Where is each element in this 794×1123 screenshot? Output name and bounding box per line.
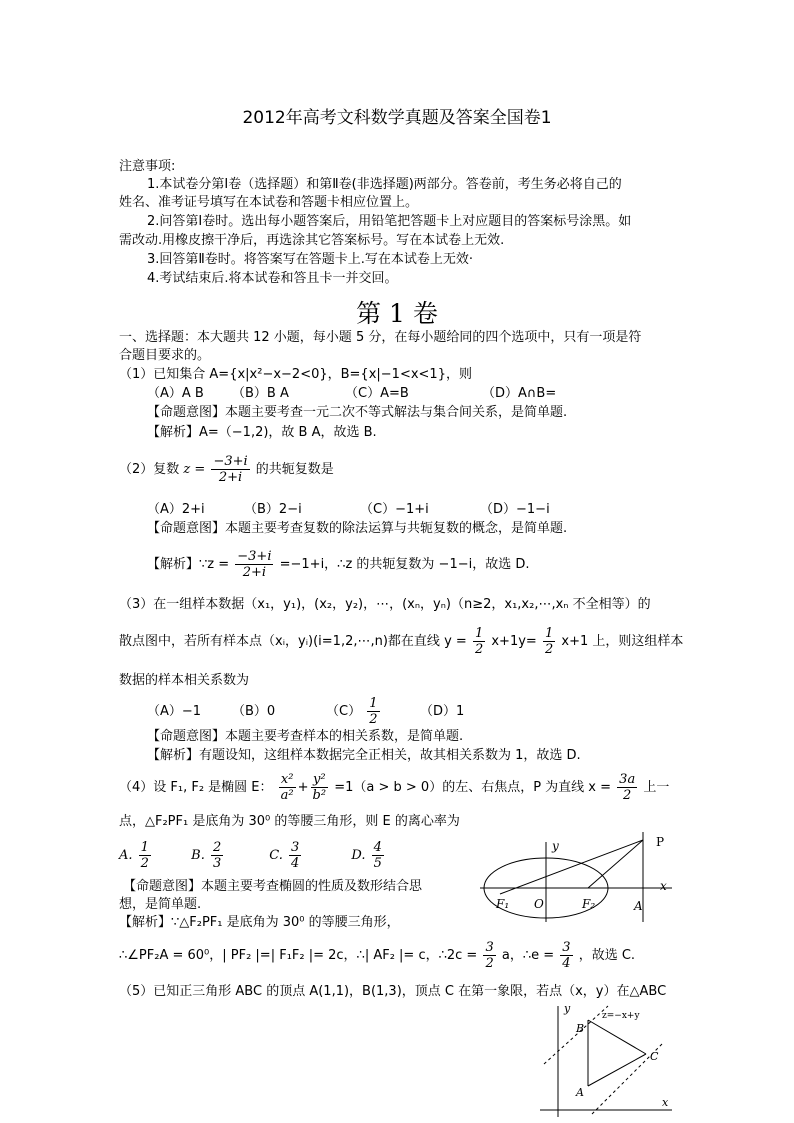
q4-analysis — [119, 938, 635, 974]
q4-ellipse-x-den: a² — [280, 788, 294, 803]
q3-line1: （3）在一组样本数据（x₁，y₁)，(x₂，y₂)，⋯，(xₙ，yₙ)（n≥2，x₁,x₂,⋯,xₙ 不全相等）的 — [119, 597, 651, 612]
ellipse-figure — [478, 830, 674, 926]
q2-analysis-fraction — [235, 549, 273, 580]
q4-option-label: C. — [269, 848, 283, 863]
q3-option-b: （B）0 — [232, 704, 276, 719]
q4-analysis-den: 4 — [562, 956, 571, 971]
q4-option-num: 4 — [373, 840, 382, 855]
notice-heading: 注意事项: — [119, 159, 176, 174]
q4-line2: 点，△F₂PF₁ 是底角为 30⁰ 的等腰三角形，则 E 的离心率为 — [119, 814, 460, 829]
q2-analysis-prefix: 【解析】∵z = — [147, 557, 230, 572]
q3-frac-num: 1 — [544, 626, 554, 641]
q4-ellipse-x — [279, 772, 296, 803]
q3-line2-prefix: 散点图中，若所有样本点（xᵢ，yᵢ)(i=1,2,⋯,n)都在直线 y = — [119, 634, 467, 649]
label-x: x — [660, 879, 667, 893]
q5-line1: （5）已知正三角形 ABC 的顶点 A(1,1)，B(1,3)，顶点 C 在第一象限，若点（x，y）在△ABC — [119, 984, 667, 999]
q2-intent: 【命题意图】本题主要考查复数的除法运算与共轭复数的概念，是简单题. — [147, 521, 568, 536]
notice-item: 1.本试卷分第Ⅰ卷（选择题）和第Ⅱ卷(非选择题)两部分。答卷前，考生务必将自己的 — [147, 177, 622, 192]
q4-option-c — [269, 838, 347, 874]
q3-frac-den: 2 — [544, 642, 554, 657]
side-bc — [588, 1020, 646, 1054]
triangle-figure — [538, 1002, 678, 1120]
q4-option-fraction — [289, 840, 301, 871]
label-b: B — [576, 1022, 585, 1035]
label-o: O — [534, 897, 544, 911]
section-intro: 合题目要求的。 — [119, 348, 211, 363]
label-y: y — [552, 839, 559, 853]
q4-line1-mid: =1（a > b > 0）的左、右焦点，P 为直线 x = — [334, 780, 612, 795]
q2-stem — [119, 453, 334, 487]
q2-fraction-num: −3+i — [213, 454, 248, 469]
q3-option-c-fraction — [367, 696, 379, 727]
dashed-line-upper — [544, 1006, 608, 1064]
label-z: z=−x+y — [602, 1011, 640, 1021]
q3-line2 — [119, 624, 683, 660]
q3-line3: 数据的样本相关系数为 — [119, 673, 250, 688]
label-x: x — [662, 1096, 669, 1109]
q3-frac-den: 2 — [369, 712, 378, 727]
q1-option-d: （D）A∩B= — [482, 386, 557, 401]
q2-option-b: （B）2−i — [244, 502, 302, 517]
q4-analysis-num: 3 — [485, 940, 494, 955]
q4-analysis-num: 3 — [562, 940, 571, 955]
q4-analysis-fraction-b — [560, 940, 572, 971]
q1-analysis: 【解析】A=（−1,2)，故 B A，故选 B. — [147, 425, 377, 440]
q4-intent: 想，是简单题. — [119, 897, 202, 912]
q4-option-d — [351, 838, 411, 874]
q3-option-c — [326, 694, 382, 730]
q4-option-den: 4 — [291, 856, 300, 871]
q4-option-label: A. — [119, 848, 133, 863]
q4-option-label: B. — [191, 848, 205, 863]
section-intro: 一、选择题：本大题共 12 小题，每小题 5 分，在每小题给同的四个选项中，只有一项是符 — [119, 330, 642, 345]
notice-item: 3.回答第Ⅱ卷时。将答案写在答题卡上.写在本试卷上无效· — [147, 252, 474, 267]
q2-stem-prefix: （2）复数 — [119, 462, 180, 477]
q4-analysis-suffix: ，故选 C. — [578, 948, 636, 963]
q3-frac-den: 2 — [474, 642, 484, 657]
notice-item: 2.问答第Ⅰ卷时。选出每小题答案后，用铅笔把答题卡上对应题目的答案标号涂黑。如 — [147, 214, 632, 229]
q4-ellipse-y-den: b² — [312, 788, 327, 803]
notice-item: 姓名、准考证号填写在本试卷和答题卡相应位置上。 — [119, 195, 419, 210]
q4-option-num: 2 — [212, 840, 222, 855]
q4-option-den: 2 — [140, 856, 149, 871]
label-y: y — [564, 1002, 571, 1015]
side-ac — [588, 1054, 646, 1086]
q4-option-den: 5 — [373, 856, 382, 871]
q4-option-fraction — [372, 840, 384, 871]
notice-item: 4.考试结束后.将本试卷和答且卡一并交回。 — [147, 271, 398, 286]
q1-option-c: （C）A=B — [345, 386, 409, 401]
label-a: A — [634, 899, 643, 913]
q3-line2-mid: x+1y= — [491, 634, 537, 649]
q4-x-den: 2 — [623, 788, 632, 803]
q4-line1-suffix: 上一 — [643, 780, 670, 795]
q2-z: z = — [183, 462, 206, 477]
q1-intent: 【命题意图】本题主要考查一元二次不等式解法与集合间关系，是简单题. — [147, 405, 568, 420]
q3-line2-suffix: x+1 上，则这组样本 — [561, 634, 684, 649]
q4-option-a — [119, 838, 187, 874]
q4-line1-prefix: （4）设 F₁, F₂ 是椭圆 E： — [119, 780, 273, 795]
q2-option-d: （D）−1−i — [480, 502, 550, 517]
label-a: A — [576, 1086, 584, 1099]
label-f2: F₂ — [582, 897, 596, 911]
q3-fraction-b — [543, 626, 555, 657]
q3-option-d: （D）1 — [420, 704, 465, 719]
label-f1: F₁ — [496, 897, 510, 911]
q4-analysis-fraction-a — [483, 940, 495, 971]
q2-analysis-den: 2+i — [242, 565, 267, 580]
segment-f2-p — [588, 840, 643, 888]
q4-option-den: 3 — [212, 856, 222, 871]
page-title: 2012年高考文科数学真题及答案全国卷1 — [242, 108, 552, 128]
label-c: C — [650, 1050, 659, 1063]
q1-stem: （1）已知集合 A={x|x²−x−2<0}，B={x|−1<x<1}，则 — [119, 367, 472, 382]
q2-option-c: （C）−1+i — [360, 502, 429, 517]
q4-option-num: 1 — [140, 840, 149, 855]
q3-intent: 【命题意图】本题主要考查样本的相关系数，是简单题. — [147, 729, 464, 744]
q2-option-a: （A）2+i — [147, 502, 205, 517]
q2-analysis-suffix: =−1+i，∴z 的共轭复数为 −1−i，故选 D. — [279, 557, 530, 572]
label-p: P — [656, 835, 665, 849]
q2-fraction-den: 2+i — [218, 470, 243, 485]
q4-ellipse-x-num: x² — [279, 772, 296, 788]
q2-analysis — [147, 548, 530, 582]
q4-option-fraction — [211, 840, 223, 871]
q4-x-num: 3a — [619, 772, 636, 787]
q1-option-b: （B）B A — [232, 386, 289, 401]
q4-analysis-den: 2 — [485, 956, 494, 971]
q2-fraction — [211, 454, 249, 485]
q1-option-a: （A）A B — [147, 386, 204, 401]
q3-option-c-label: （C） — [326, 704, 362, 719]
q4-x-fraction — [617, 772, 637, 803]
q4-analysis: 【解析】∵△F₂PF₁ 是底角为 30⁰ 的等腰三角形， — [119, 915, 400, 930]
q4-analysis-mid: a，∴e = — [501, 948, 555, 963]
q4-analysis-prefix: ∴∠PF₂A = 60⁰，| PF₂ |=| F₁F₂ |= 2c，∴| AF₂ |= c，∴2c = — [119, 948, 478, 963]
q4-option-num: 3 — [291, 840, 300, 855]
q2-stem-suffix: 的共轭复数是 — [255, 462, 334, 477]
q4-ellipse-y — [311, 772, 329, 803]
q4-options — [119, 838, 411, 874]
q4-line1: （4）设 F₁, F₂ 是椭圆 E： $\frac{\text{x²}}{\text{a²}}$ + $\frac{\text{y²}}{\text{b²}}$ =1（a > b > 0）的左、右焦点，P 为直线 x = $\frac{3a}{2}$ 上一 — [119, 772, 670, 803]
q4-option-b — [191, 838, 265, 874]
q3-analysis: 【解析】有题设知，这组样本数据完全正相关，故其相关系数为 1，故选 D. — [147, 748, 581, 763]
section-title: 第 1 卷 — [356, 299, 438, 328]
q4-option-label: D. — [351, 848, 366, 863]
q3-option-a: （A）−1 — [147, 704, 202, 719]
q2-analysis-num: −3+i — [237, 549, 272, 564]
q4-ellipse-y-num: y² — [311, 772, 329, 788]
segment-f1-p — [500, 840, 643, 894]
q4-option-fraction — [139, 840, 151, 871]
q3-fraction-a — [473, 626, 485, 657]
q3-frac-num: 1 — [474, 626, 484, 641]
notice-item: 需改动.用橡皮擦干净后，再选涂其它答案标号。写在本试卷上无效. — [119, 233, 505, 248]
q3-frac-num: 1 — [369, 696, 378, 711]
q4-intent: 【命题意图】本题主要考查椭圆的性质及数形结合思 — [123, 879, 423, 894]
